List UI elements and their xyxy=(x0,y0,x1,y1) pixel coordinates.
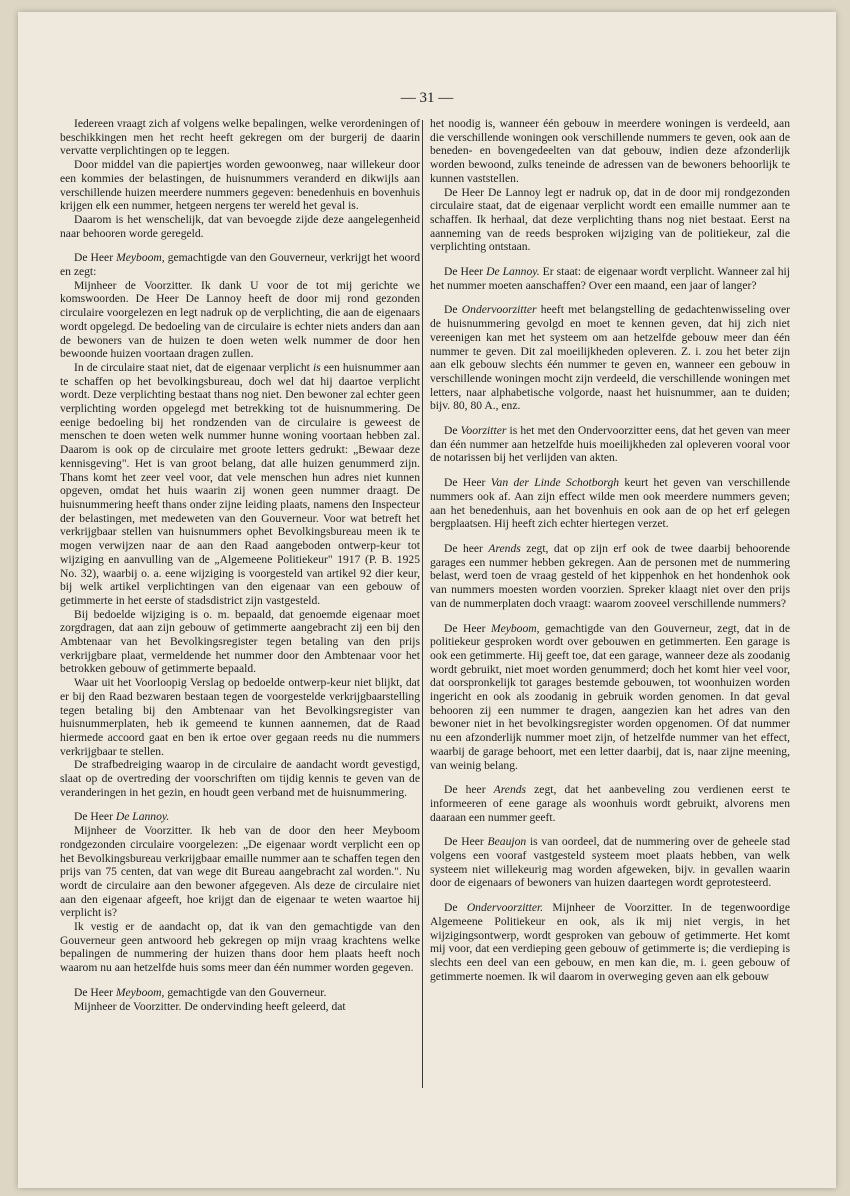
paragraph-text: is van oordeel, dat de nummering over de geheele stad volgens een vooraf vastgesteld systeem moet plaats hebben, van welk systeem niet willekeurig mag worden afgeweken, bijv. in gevallen waarin door de eigenaars of bewoners van huizen daartegen wordt geprotesteerd. xyxy=(430,835,790,890)
speaker-name: Ondervoorzitter xyxy=(461,303,537,317)
paragraph-text: Er staat: de eigenaar wordt verplicht. Wanneer zal hij het nummer moeten aanschaffen? Over een maand, een jaar of langer? xyxy=(430,265,790,292)
speaker-name: Meyboom, xyxy=(490,621,540,635)
speaker-prefix: De Heer xyxy=(74,810,116,824)
right-column xyxy=(430,117,790,983)
column-divider xyxy=(422,120,423,1088)
speaker-prefix: De Heer xyxy=(444,265,487,279)
speaker-prefix: De Heer xyxy=(444,835,488,849)
page-number: — 31 — xyxy=(400,90,454,106)
speaker-name: Voorzitter xyxy=(460,424,507,438)
speaker-prefix: De Heer xyxy=(74,251,117,265)
left-paragraph xyxy=(60,986,420,1000)
left-paragraph xyxy=(60,810,420,824)
speaker-prefix: De Heer xyxy=(444,621,491,635)
speaker-prefix: In de circulaire staat niet, dat de eigenaar verplicht xyxy=(74,360,313,374)
paragraph-text: Bij bedoelde wijziging is o. m. bepaald, dat genoemde eigenaar moet zorgdragen, dat aan zijn gebouw of getimmerte aangebracht zij een bij den Ambtenaar van het Bevolkingsregister tegen betaling van den prijs verkrijgbare plaat, vermeldende het nummer door den Ambtenaar voor het betrokken gebouw of getimmerte bepaald. xyxy=(60,607,420,676)
right-paragraph xyxy=(430,476,790,531)
paragraph-text: een huisnummer aan te schaffen op het bevolkingsbureau, doch wel dat hij daartoe verplicht wordt. Deze verplichting bestaat thans nog niet. Den bewoner zal echter geen verplichting worden opgelegd met betrekking tot de huisnummering. De eenige bedoeling bij het rondzenden van de circulaire is geweest de menschen te doen weten welk nummer hunne woning voortaan hebben zal. Daarom is ook op de circulaire met groote letters gedrukt: „Bewaar deze kennisgeving". Het is van groot belang, dat alle huizen genummerd zijn. Thans komt het zeer veel voor, dat vele menschen hun adres niet kunnen opgeven, omdat het huis waarin zij wonen geen nummer draagt. De huisnummering heeft thans onder zijne leiding plaats, namens den Inspecteur der belastingen, met medeweten van den Gouverneur. Voor wat betreft het verkrijgbaar stellen van huisnummers ophet Bevolkingsbureau meen ik te mogen verwijzen naar de aan den Raad aangeboden ontwerp-keur tot wijziging en aanvulling van de „Algemeene Politiekeur" 1917 (P. B. 1925 No. 32), waarbij o. a. eene wijziging is voorgesteld van artikel 92 dier keur, bij welk artikel verplichtingen van den eigenaar van een gebouw of getimmerte in het eerste of stadsdistrict zijn vastgesteld. xyxy=(60,360,420,607)
paragraph-text: Ik vestig er de aandacht op, dat ik van den gemachtigde van den Gouverneur geen antwoord heb gekregen op mijn vraag krachtens welke bepalingen de nummering der huizen thans door hem plaats heeft noch waarom nu aan hetzelfde huis soms meer dan één nummer worden gegeven. xyxy=(60,920,420,975)
speaker-name: Beaujon xyxy=(487,835,527,849)
paragraph-text: zegt, dat op zijn erf ook de twee daarbij behoorende garages een nummer hebben gekregen. Aan de personen met de nummering belast, werd toen de vraag gesteld of het kippenhok en het hondenhok ook van nummers moesten worden voorzien. Spreker klaagt niet over den prijs van de nummerplaten doch vraagt: waarom zooveel verschillende nummers? xyxy=(430,541,790,610)
right-paragraph xyxy=(430,303,790,413)
speaker-prefix: De xyxy=(444,424,461,438)
left-paragraph xyxy=(60,758,420,799)
left-paragraph xyxy=(60,158,420,213)
paragraph-text: Mijnheer de Voorzitter. In de tegenwoordige Algemeene Politiekeur en ook, als ik mij niet vergis, in het wijzigingsontwerp, wordt gesproken van gebouw of getimmerte. Het komt mij voor, dat een verdieping geen gebouw of getimmerte is; die verdieping is slechts een deel van een gebouw, en men kan die, m. i. geen gebouw of getimmerte noemen. Ik wil daarom in overweging geven aan elk gebouw xyxy=(430,901,790,983)
right-paragraph xyxy=(430,622,790,773)
speaker-name: Meyboom, xyxy=(116,251,165,265)
right-paragraph xyxy=(430,901,790,983)
paragraph-text: Mijnheer de Voorzitter. De ondervinding heeft geleerd, dat xyxy=(74,999,346,1013)
speaker-prefix: De xyxy=(444,303,462,317)
right-paragraph xyxy=(430,265,790,292)
speaker-name: Meyboom, xyxy=(115,985,165,999)
paragraph-text: het noodig is, wanneer één gebouw in meerdere woningen is verdeeld, aan die verschillende woningen ook verschillende nummers te geven, ook aan de beneden- en bovengedeelten van dat gebouw, indien deze afzonderlijk worden bewoond, zulks teneinde de adressen van de bewoners behoorlijk te kunnen vaststellen. xyxy=(430,117,790,185)
paragraph-text: Mijnheer de Voorzitter. Ik dank U voor de tot mij gerichte we komswoorden. De Heer De Lannoy heeft de door mij rond gezonden circulaire voorgelezen en legt nadruk op de verplichting, die aan de eigenaars wordt opgelegd. De bedoeling van de circulaire is echter niets anders dan aan de bewoners van de huizen te doen weten welk nummer de door hen bewoonde huizen voortaan dragen zullen. xyxy=(60,278,420,361)
paragraph-text: De strafbedreiging waarop in de circulaire de aandacht wordt gevestigd, slaat op de overtreding der voorschriften om tijdig kennis te geven van de veranderingen in het gezin, en houdt geen verband met de huisnummering. xyxy=(60,758,420,799)
right-paragraph xyxy=(430,783,790,824)
right-paragraph xyxy=(430,117,790,186)
speaker-name: Arends xyxy=(493,783,527,797)
paragraph-text: Mijnheer de Voorzitter. Ik heb van de door den heer Meyboom rondgezonden circulaire voorgelezen: „De eigenaar wordt verplicht een op het Bevolkingsbureau verkrijgbaar emaille nummer aan te schaffen tegen den prijs van 75 centen, dat van wege dit Bureau aangebracht zal worden.". Nu wordt de circulaire aan den bewoner afgegeven. Als deze de circulaire niet aan den eigenaar afgeeft, hoe krijgt dan de eigenaar te weten waartoe hij verplicht is? xyxy=(60,824,420,920)
paragraph-text: Door middel van die papiertjes worden gewoonweg, naar willekeur door een kommies der belastingen, de huisnummers veranderd en dikwijls aan verschillende huizen meerdere nummers gegeven: benedenhuis en bovenhuis krijgen elk een nummer, hetgeen nergens ter wereld het geval is. xyxy=(60,158,420,213)
left-paragraph xyxy=(60,1000,420,1014)
right-paragraph xyxy=(430,186,790,255)
left-paragraph xyxy=(60,824,420,920)
speaker-prefix: De xyxy=(444,901,467,915)
left-paragraph xyxy=(60,608,420,677)
left-column xyxy=(60,117,420,1013)
paragraph-text: gemachtigde van den Gouverneur, verkrijgt het woord en zegt: xyxy=(60,251,421,279)
speaker-prefix: De heer xyxy=(444,541,489,555)
paragraph-text: Daarom is het wenschelijk, dat van bevoegde zijde deze aangelegenheid naar behooren worde geregeld. xyxy=(60,212,420,240)
speaker-name: De Lannoy. xyxy=(115,810,170,824)
right-paragraph xyxy=(430,542,790,611)
paragraph-text: gemachtigde van den Gouverneur. xyxy=(164,985,327,999)
paragraph-text: Iedereen vraagt zich af volgens welke bepalingen, welke verordeningen of beschikkingen men het recht heeft gekregen om der burgerij de daarin vervatte verplichtingen op te leggen. xyxy=(60,117,420,158)
paragraph-text: is het met den Ondervoorzitter eens, dat het geven van meer dan één nummer aan hetzelfde huis moeilijkheden zal opleveren vooral voor de notarissen bij het verlijden van akten. xyxy=(430,424,790,465)
paragraph-text: heeft met belangstelling de gedachtenwisseling over de huisnummering gevolgd en moet te kennen geven, dat hij zich niet vereenigen kan met het systeem om aan hetzelfde gebouw meer dan één nummer te geven. Dit zal moeilijkheden opleveren. Z. i. zou het beter zijn aan elk gebouw slechts één nummer te geven en, wanneer een gebouw in verschillende woningen mocht zijn verdeeld, die verschillende woningen met letters, naar alphabetische volgorde, naast het huisnummer, aan te duiden; bijv. 80, 80 A., enz. xyxy=(430,303,790,413)
paragraph-text: gemachtigde van den Gouverneur, zegt, dat in de politiekeur gesproken wordt over gebouwen en getimmerten. Een garage is ook een getimmerte. Hij geeft toe, dat een garage, wanneer deze als zoodanig wordt gebruikt, niet moet worden genummerd; doch het komt hier veel voor, dat oorspronkelijk tot garages bestemde gebouwen, tot woonhuizen worden ingericht en ook als zoodanig in gebruik worden genomen. In dat geval behooren zij een nummer te dragen, aangezien kan het adres van den bewoner niet in het bevolkingsregister worden opgenomen. Of dat nummer nu een afzonderlijk nummer moet zijn, of hetzelfde nummer van het effect, waarbij de garage behoort, met een letter daarbij, dat is, naar zijne meening, van weinig belang. xyxy=(430,621,790,772)
paragraph-text: De Heer De Lannoy legt er nadruk op, dat in de door mij rondgezonden circulaire staat, dat de eigenaar verplicht wordt een emaille nummer aan te schaffen. Ik herhaal, dat deze verplichting thans nog niet bestaat. Eerst na aanneming van de reeds besproken wijziging van de politiekeur, zal die verplichting ontstaan. xyxy=(430,185,790,254)
speaker-prefix: De Heer xyxy=(74,985,116,999)
left-paragraph xyxy=(60,361,420,608)
speaker-name: Ondervoorzitter. xyxy=(466,901,544,915)
speaker-name: Van der Linde Schotborgh xyxy=(490,476,620,490)
left-paragraph xyxy=(60,213,420,240)
speaker-prefix: De Heer xyxy=(444,476,491,490)
speaker-name: De Lannoy. xyxy=(486,265,540,279)
right-paragraph xyxy=(430,424,790,465)
paragraph-text: Waar uit het Voorloopig Verslag op bedoelde ontwerp-keur niet blijkt, dat er bij den Raad bezwaren bestaan tegen de voorgestelde verkrijgbaarstelling tegen betaling bij den Ambtenaar van het Bevolkingsregister van huisnummerplaten, heb ik gemeend te kunnen aannemen, dat de Raad hiermede accoord gaat en ben ik ertoe over gegaan reeds nu die nummers verkrijgbaar te stellen. xyxy=(60,676,420,758)
speaker-name: Arends xyxy=(488,541,521,555)
paragraph-text: keurt het geven van verschillende nummers ook af. Aan zijn effect wilde men ook meerdere nummers geven; aan het benedenhuis, aan het bovenhuis en ook aan de op het erf gelegen bergplaatsen. Hij heeft zich echter hiertegen verzet. xyxy=(430,476,790,531)
document-page xyxy=(18,12,836,1188)
speaker-name: is xyxy=(312,360,321,374)
left-paragraph xyxy=(60,251,420,278)
left-paragraph xyxy=(60,676,420,758)
speaker-prefix: De heer xyxy=(444,783,494,797)
left-paragraph xyxy=(60,117,420,158)
left-paragraph xyxy=(60,279,420,361)
paragraph-text: zegt, dat het aanbeveling zou verdienen eerst te informeeren of eene garage als woonhuis wordt gebruikt, alvorens men daaraan een nummer geeft. xyxy=(430,783,790,824)
left-paragraph xyxy=(60,920,420,975)
right-paragraph xyxy=(430,835,790,890)
